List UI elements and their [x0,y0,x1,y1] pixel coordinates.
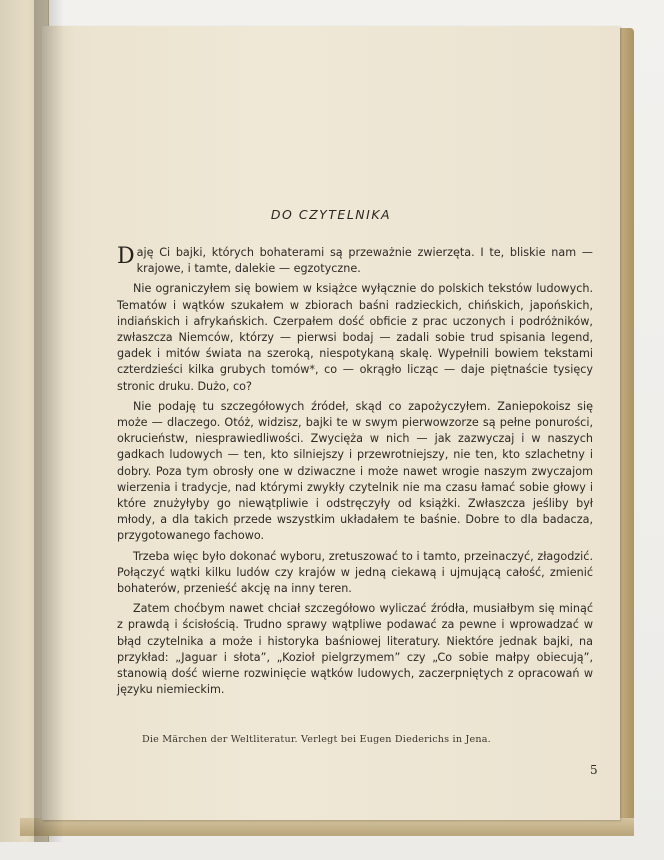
footnote: Die Märchen der Weltliteratur. Verlegt bei Eugen Diederichs in Jena. [142,734,491,745]
paragraph: Nie podaję tu szczegółowych źródeł, skąd co zapożyczyłem. Zaniepokoisz się może — dlaczego. Otóż, widzisz, bajki te w swym pierwowzorze są pełne ponurości, okrucieństw, niesprawiedliwości. Zwycięża w nich — jak zazwyczaj i w naszych gadkach ludowych — ten, kto silniejszy i przewrotniejszy, nie ten, kto szlachetny i dobry. Poza tym obrosły one w dziwaczne i może nawet wrogie naszym zwyczajom wierzenia i tradycje, nad którymi zwykły czytelnik nie ma czasu łamać sobie głowy i które znużyłyby go niewątpliwie i odstręczyły od książki. Zwłaszcza jeśliby był młody, a dla takich przede wszystkim układałem te baśnie. Dobre to dla badacza, przygotowanego fachowo. [117,399,593,543]
paragraph: Trzeba więc było dokonać wyboru, zretuszować to i tamto, przeinaczyć, złagodzić. Połączyć wątki kilku ludów czy krajów w jedną ciekawą i ujmującą całość, zmienić bohaterów, przenieść akcję na inny teren. [117,549,593,596]
book-page [42,26,620,820]
paragraph-text: aję Ci bajki, których bohaterami są przeważnie zwierzęta. I te, bliskie nam — krajowe, i tamte, dalekie — egzotyczne. [136,246,593,276]
body-text [117,245,593,702]
book-bottom-edge [20,818,634,836]
paragraph: Nie ograniczyłem się bowiem w książce wyłącznie do polskich tekstów ludowych. Tematów i wątków szukałem w zbiorach baśni radzieckich, chińskich, japońskich, indiańskich i afrykańskich. Czerpałem dość obficie z prac uczonych i podróżników, zwłaszcza Niemców, którzy — pierwsi bodaj — zadali sobie trud spisania legend, gadek i mitów świata na szeroką, niespotykaną skalę. Wypełnili bowiem tekstami czterdzieści kilka grubych tomów*, co — okrągło licząc — daje piętnaście tysięcy stronic druku. Dużo, co? [117,282,593,393]
paragraph [117,245,593,277]
paragraph: Zatem choćbym nawet chciał szczegółowo wyliczać źródła, musiałbym się minąć z prawdą i ścisłością. Trudno sprawy wątpliwe podawać za pewne i wprowadzać w błąd czytelnika a może i historyka baśniowej literatury. Niektóre jednak bajki, na przykład: „Jaguar i słota”, „Kozioł pielgrzymem” czy „Co sobie małpy obiecują”, stanowią dość wierne rozwinięcie wątków ludowych, zaczerpniętych z opracowań w języku niemieckim. [117,602,593,697]
drop-cap: D [117,244,135,269]
page-number: 5 [590,763,598,777]
spine-shadow [34,0,64,842]
page-heading: DO CZYTELNIKA [270,207,392,222]
